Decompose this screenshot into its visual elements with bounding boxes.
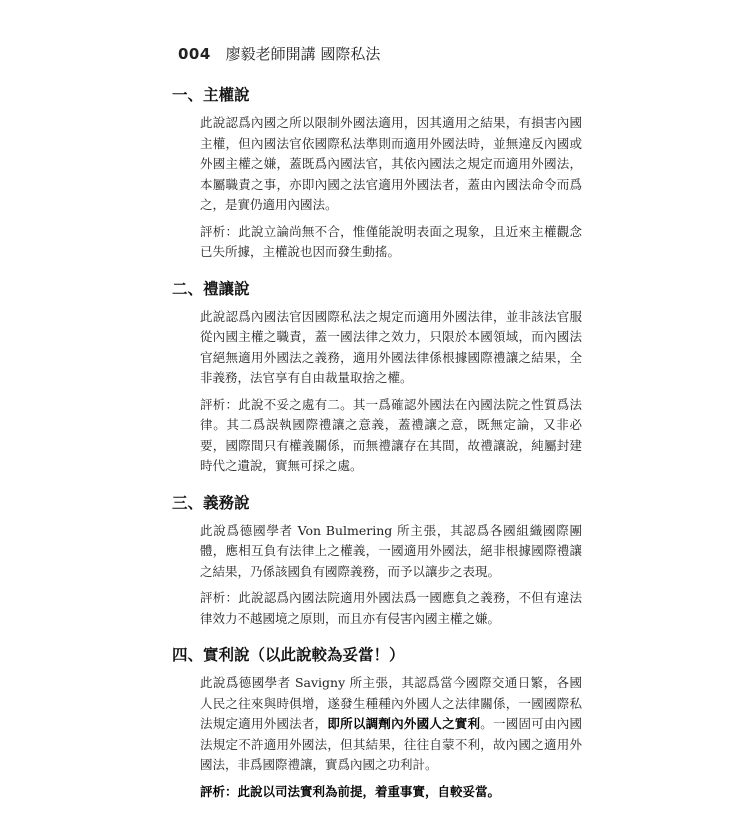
commentary: 評析：此說以司法實利為前提，着重事實，自較妥當。 [200,783,501,799]
page-number: 004 [178,45,211,63]
theory-description: 此說認爲內國之所以限制外國法適用，因其適用之結果，有損害內國主權，但內國法官依國際私法準則而適用外國法時，並無違反內國或外國主權之嫌，蓋既爲內國法官，其依內國法之規定而適用外國法，本屬職責之事，亦即內國之法官適用外國法者，蓋由內國法命令而爲之，是實仍適用內國法。 [200,115,582,212]
section-obligation [172,491,582,630]
page-content [172,83,582,816]
book-title: 廖毅老師開講 國際私法 [225,45,381,63]
emphasized-text: 即所以調劑內外國人之實利 [327,716,481,731]
section-heading: 一、主權說 [172,86,250,104]
section-sovereignty [172,83,582,263]
theory-description [200,673,582,776]
section-heading: 四、實利說（以此說較為妥當！） [172,646,405,664]
description-text: 。一國固可由內國法規定不許適用外國法，但其結果，往往自蒙不利，故內國之適用外國法，非爲國際禮讓，實爲內國之功利計。 [200,716,582,772]
section-comity [172,277,582,477]
description-text: 此說爲德國學者 Savigny 所主張，其認爲當今國際交通日繁，各國人民之往來與時俱增，遂發生種種內外國人之法律關係，一國國際私法規定適用外國法者， [200,675,582,731]
commentary: 評析：此說認爲內國法院適用外國法爲一國應負之義務，不但有違法律效力不越國境之原則，而且亦有侵害內國主權之嫌。 [200,590,582,626]
section-heading: 三、義務說 [172,493,250,512]
section-utility [172,643,582,802]
theory-description: 此說爲德國學者 Von Bulmering 所主張，其認爲各國組織國際團體，應相互負有法律上之權義，一國適用外國法，絕非根據國際禮讓之結果，乃係該國負有國際義務，而予以讓步之表現。 [200,522,582,579]
commentary: 評析：此說不妥之處有二。其一爲確認外國法在內國法院之性質爲法律。其二爲誤執國際禮讓之意義，蓋禮讓之意，既無定論，又非必要，國際間只有權義關係，而無禮讓存在其間，故禮讓說，純屬封建時代之遺說，實無可採之處。 [200,396,582,473]
running-header [178,43,380,64]
commentary: 評析：此說立論尚無不合，惟僅能說明表面之現象，且近來主權觀念已失所據，主權說也因而發生動搖。 [200,223,582,259]
section-heading: 二、禮讓說 [172,279,250,298]
theory-description: 此說認爲內國法官因國際私法之規定而適用外國法律，並非該法官服從內國主權之職責，蓋一國法律之效力，只限於本國領域，而內國法官絕無適用外國法之義務，適用外國法律係根據國際禮讓之結果，全非義務，法官享有自由裁量取捨之權。 [200,308,582,385]
